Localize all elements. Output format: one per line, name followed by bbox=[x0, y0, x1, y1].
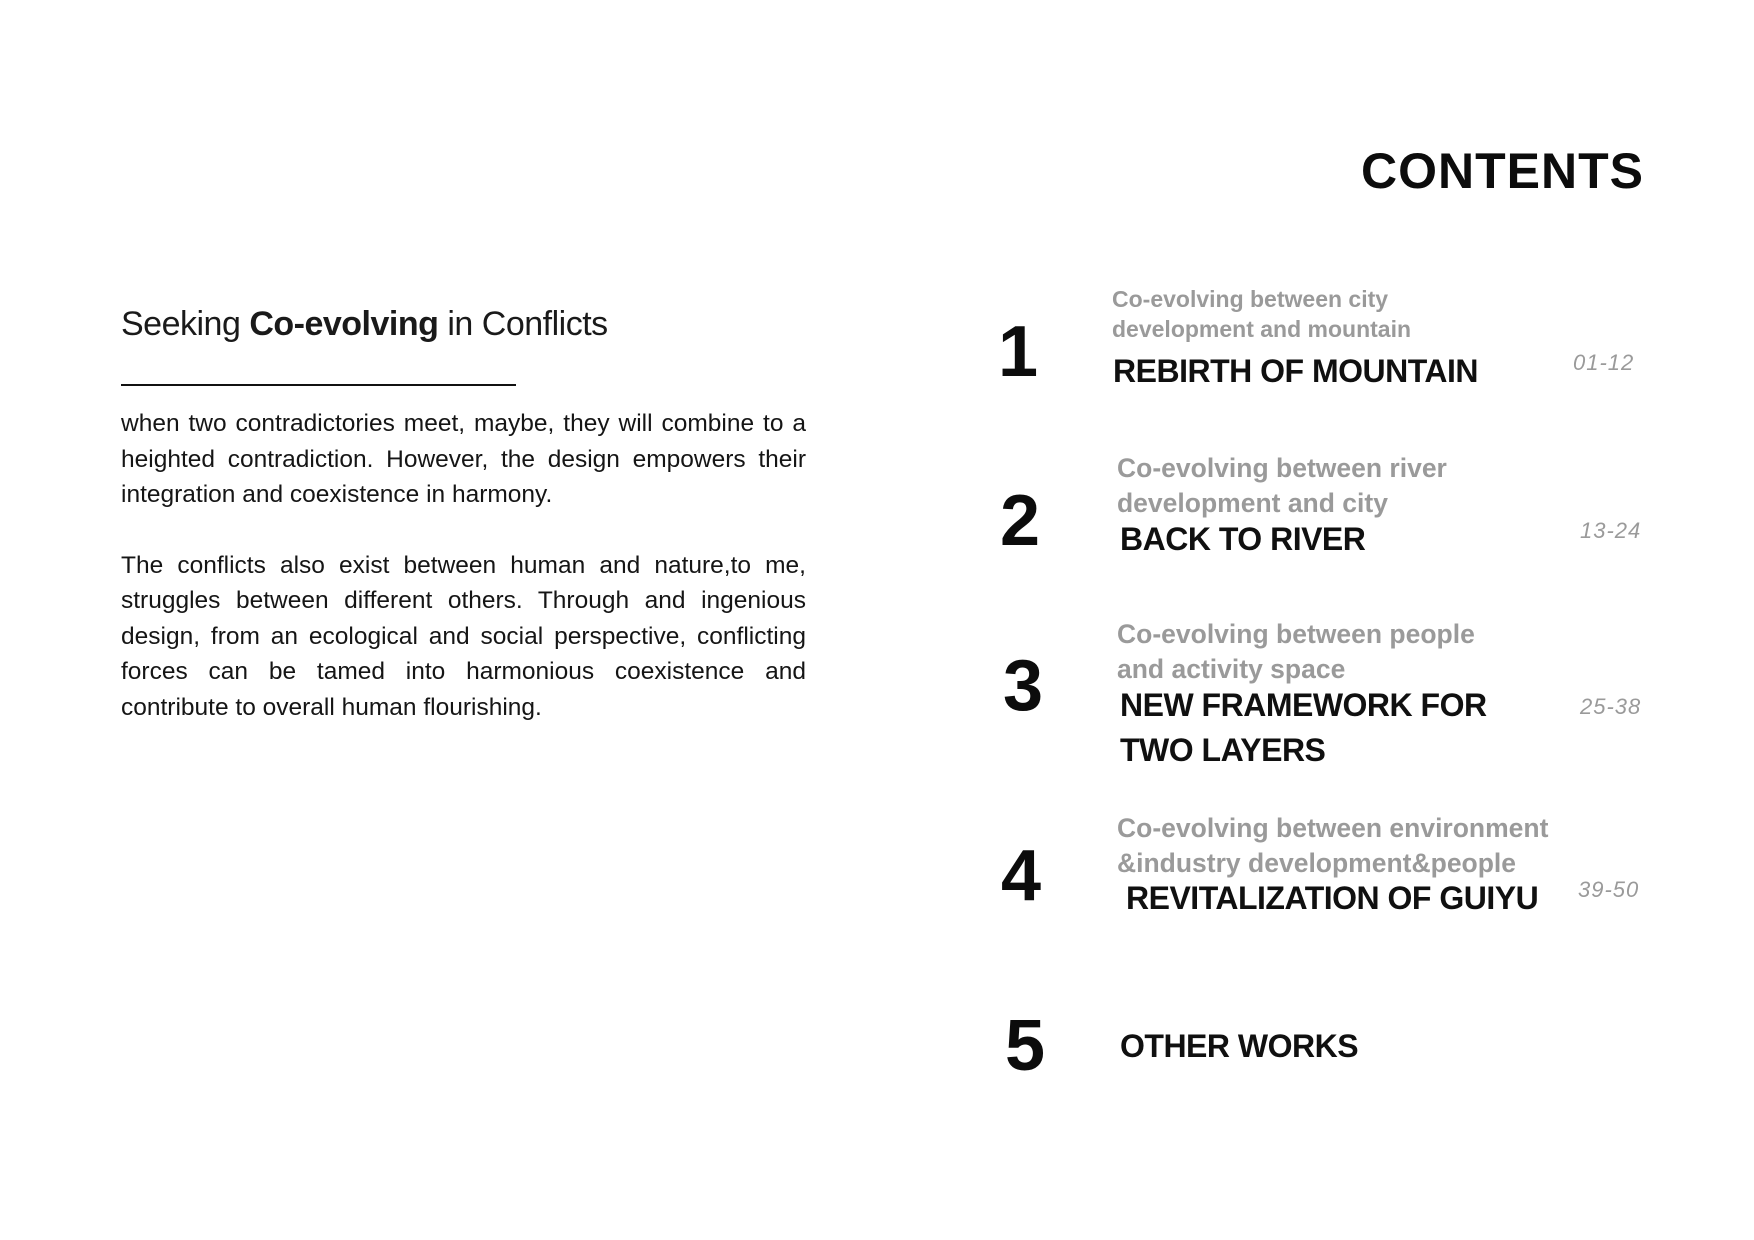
toc-subtitle bbox=[1117, 617, 1475, 687]
page-title: CONTENTS bbox=[1361, 143, 1644, 199]
toc-title bbox=[1113, 349, 1478, 394]
toc-subtitle bbox=[1112, 284, 1411, 345]
toc-page-range: 25-38 bbox=[1580, 694, 1642, 719]
toc-subtitle bbox=[1117, 451, 1447, 521]
toc-number: 5 bbox=[1005, 1006, 1046, 1086]
toc-page-range: 39-50 bbox=[1578, 877, 1640, 902]
toc-title-line: OTHER WORKS bbox=[1120, 1028, 1359, 1064]
intro-section bbox=[121, 305, 806, 725]
toc-title bbox=[1120, 517, 1365, 562]
toc-number: 1 bbox=[998, 312, 1039, 392]
toc-page-range: 13-24 bbox=[1580, 518, 1642, 543]
intro-paragraph: when two contradictories meet, maybe, they will combine to a heighted contradiction. However, the design empowers their integration and coexistence in harmony. bbox=[121, 410, 806, 508]
toc-subtitle bbox=[1117, 811, 1548, 881]
intro-divider bbox=[121, 384, 516, 386]
toc-subtitle-line: Co-evolving between city bbox=[1112, 286, 1389, 312]
toc-page-range: 01-12 bbox=[1573, 350, 1635, 375]
intro-heading-post: in Conflicts bbox=[438, 305, 608, 343]
toc-title-line: REVITALIZATION OF GUIYU bbox=[1126, 880, 1539, 916]
toc-title bbox=[1120, 683, 1487, 773]
toc-title bbox=[1120, 1024, 1358, 1069]
intro-paragraph: The conflicts also exist between human and nature,to me, struggles between different others. Through and ingenious design, from an ecological and social perspective, conflicting forces can be tamed into harmonious coexistence and contribute to overall human flourishing. bbox=[121, 551, 806, 721]
toc-subtitle-line: Co-evolving between people bbox=[1117, 619, 1475, 649]
toc-title-line: NEW FRAMEWORK FOR bbox=[1120, 687, 1487, 723]
toc-number: 2 bbox=[1000, 481, 1041, 561]
toc-subtitle-line: Co-evolving between river bbox=[1117, 453, 1447, 483]
toc-number: 4 bbox=[1001, 836, 1042, 916]
toc-number: 3 bbox=[1003, 646, 1044, 726]
intro-heading bbox=[121, 305, 806, 344]
toc-subtitle-line: and activity space bbox=[1117, 653, 1346, 684]
toc-title-line: BACK TO RIVER bbox=[1120, 521, 1366, 557]
toc-subtitle-line: development and mountain bbox=[1112, 316, 1412, 343]
toc-title-line: REBIRTH OF MOUNTAIN bbox=[1113, 353, 1478, 389]
toc-subtitle-line: &industry development&people bbox=[1117, 847, 1517, 878]
toc-subtitle-line: development and city bbox=[1117, 487, 1388, 518]
intro-heading-bold: Co-evolving bbox=[249, 305, 439, 343]
toc-title-line: TWO LAYERS bbox=[1120, 732, 1326, 768]
toc-subtitle-line: Co-evolving between environment bbox=[1117, 813, 1549, 843]
toc-title bbox=[1126, 876, 1538, 921]
intro-heading-pre: Seeking bbox=[121, 305, 250, 343]
